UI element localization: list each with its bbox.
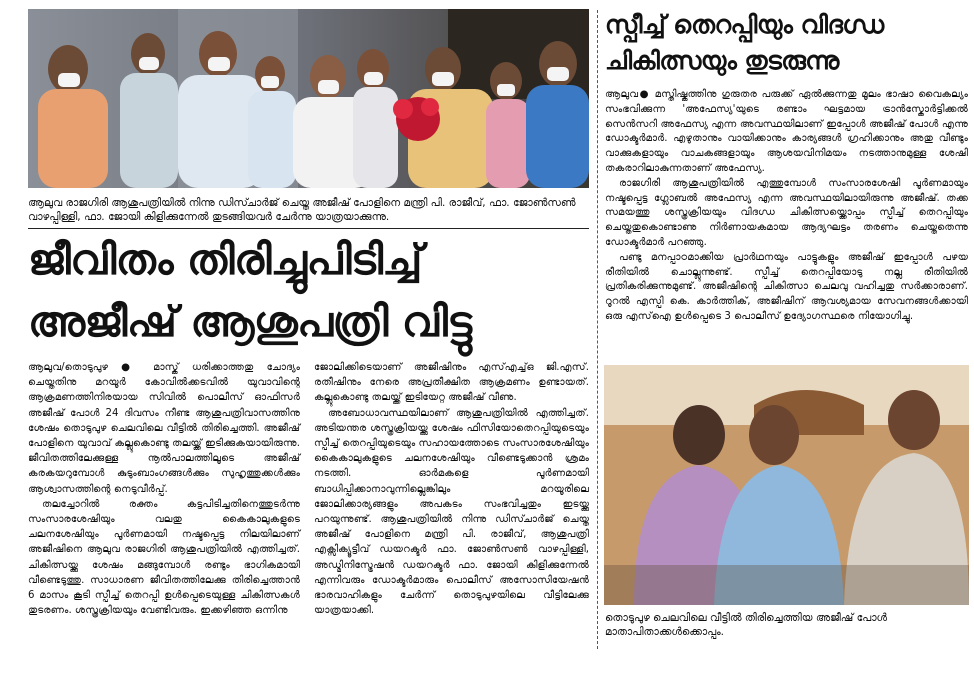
family-photo (604, 365, 969, 605)
side-headline-line2: ചികിത്സയും തുടരുന്നു (605, 46, 839, 75)
left-article-column-2 (314, 360, 589, 618)
right-article-body (605, 88, 968, 325)
main-headline-line2: അജീഷ് ആശുപത്രി വിട്ടു (28, 297, 472, 346)
left-col2-para-2: അബോധാവസ്ഥയിലാണ് ആശുപത്രിയിൽ എത്തിച്ചത്. അടിയന്തര ശസ്ത്രക്രിയയ്ക്കു ശേഷം ഫിസിയോതെറപ്പിയുടെയും സ്പീച്ച് തെറപ്പിയുടെയും സഹായത്തോടെ സംസാരശേഷിയും കൈകാലുകളുടെ ചലനശേഷിയും വീണ്ടെടുക്കാൻ ശ്രമം നടത്തി. ഓർമകളെ പൂർണമായി ബാധിപ്പിക്കാനാവുന്നില്ലെങ്കിലും മറയൂരിലെ ജോലിക്കാര്യങ്ങളും അപകടം സംഭവിച്ചതും ഇടയ്ക്കു പറയുന്നുണ്ട്. ആശുപത്രിയിൽ നിന്നു ഡിസ്ചാർജ് ചെയ്ത അജീഷ് പോളിനെ മന്ത്രി പി. രാജീവ്, ആശുപത്രി എക്സിക്യൂട്ടീവ് ഡയറക്ടർ ഫാ. ജോൺസൺ വാഴപ്പിള്ളി, അഡ്മിനിസ്ട്രേഷൻ ഡയറക്ടർ ഫാ. ജോയി കിളിക്കുന്നേൽ എന്നിവരും ഡോക്ടർമാരും പൊലീസ് അസോസിയേഷൻ ഭാരവാഹികളും ചേർന്ന് തൊടുപുഴയിലെ വീട്ടിലേക്കു യാത്രയാക്കി. (314, 407, 589, 617)
side-headline-line1: സ്പീച്ച് തെറപ്പിയും വിദഗ്ധ (605, 10, 884, 39)
column-divider (597, 10, 598, 649)
main-headline-line1: ജീവിതം തിരിച്ചുപിടിച്ച് (28, 235, 422, 284)
left-col1-para-2: തലച്ചോറിൽ രക്തം കട്ടപിടിച്ചതിനെത്തുടർന്നു സംസാരശേഷിയും വലതു കൈകാലുകളുടെ ചലനശേഷിയും പൂർണമായി നഷ്ടപ്പെട്ട നിലയിലാണ് അജീഷിനെ ആലുവ രാജഗിരി ആശുപത്രിയിൽ എത്തിച്ചത്. ചികിത്സയ്ക്കു ശേഷം മങ്ങുമ്പോൾ രണ്ടും ഭാഗികമായി വീണ്ടെടുത്തു. സാധാരണ ജീവിതത്തിലേക്കു തിരിച്ചെത്താൻ 6 മാസം കൂടി സ്പീച്ച് തെറപ്പി ഉൾപ്പെടെയുള്ള ചികിത്സകൾ തുടരണം. ശസ്ത്രക്രിയയും വേണ്ടിവരും. ഇക്കഴിഞ്ഞ ഒന്നിനു (28, 498, 300, 617)
left-col2-para-1: ജോലിക്കിടെയാണ് അജീഷിനും എസ്എച്ച്ഒ ജി.എസ്. രതീഷിനും നേരെ അപ്രതീക്ഷിത ആക്രമണം ഉണ്ടായത്. കല്ലുകൊണ്ടു തലയ്ക്ക് ഇടിയേറ്റ അജീഷ് വീണു. (314, 362, 589, 404)
group-photo-caption: ആലുവ രാജഗിരി ആശുപത്രിയിൽ നിന്നു ഡിസ്ചാർജ് ചെയ്ത അജീഷ് പോളിനെ മന്ത്രി പി. രാജീവ്, ഫാ. ജോൺസൺ വാഴപ്പിള്ളി, ഫാ. ജോയി കിളിക്കുന്നേൽ തുടങ്ങിയവർ ചേർന്നു യാത്രയാക്കുന്നു. (28, 197, 576, 223)
right-para-2: രാജഗിരി ആശുപത്രിയിൽ എത്തുമ്പോൾ സംസാരശേഷി പൂർണമായും നഷ്ടപ്പെട്ട ഗ്ലോബൽ അഫേസ്യ എന്ന അവസ്ഥയിലായിരുന്നു അജീഷ്. തക്ക സമയത്തു ശസ്ത്രക്രിയയും വിദഗ്ധ ചികിത്സയ്ക്കൊപ്പം സ്പീച്ച് തെറപ്പിയും ചെയ്തതുകൊണ്ടാണു നിർണായകമായ ആദ്യഘട്ടം തരണം ചെയ്തതെന്നു ഡോക്ടർമാർ പറഞ്ഞു. (605, 177, 968, 248)
group-photo (28, 9, 589, 188)
left-col1-para-1: ആലുവ/തൊടുപുഴ ● മാസ്ക് ധരിക്കാത്തതു ചോദ്യം ചെയ്തതിനു മറയൂർ കോവിൽക്കടവിൽ യുവാവിന്റെ ആക്രമണത്തിനിരയായ സിവിൽ പൊലീസ് ഓഫിസർ അജീഷ് പോൾ 24 ദിവസം നീണ്ട ആശുപത്രിവാസത്തിനു ശേഷം തൊടുപുഴ ചെലവിലെ വീട്ടിൽ തിരിച്ചെത്തി. അജീഷ് പോളിനെ യുവാവ് കല്ലുകൊണ്ടു തലയ്ക്ക് ഇടിക്കുകയായിരുന്നു. ജീവിതത്തിലേക്കുള്ള നൂൽപാലത്തിലൂടെ അജീഷ് കരകയറുമ്പോൾ കുടുംബാംഗങ്ങൾക്കും സുഹൃത്തുക്കൾക്കും ആശ്വാസത്തിന്റെ നെടുവീർപ്പ്. (28, 362, 300, 495)
right-para-3: പണ്ടു മനപ്പാഠമാക്കിയ പ്രാർഥനയും പാട്ടുകളും അജീഷ് ഇപ്പോൾ പഴയ രീതിയിൽ ചൊല്ലുന്നുണ്ട്. സ്പീച്ച് തെറപ്പിയോടു നല്ല രീതിയിൽ പ്രതികരിക്കുന്നുമുണ്ട്. അജീഷിന്റെ ചികിത്സാ ചെലവു വഹിച്ചതു സർക്കാരാണ്. റൂറൽ എസ്പി കെ. കാർത്തിക്, അജീഷിന് ആവശ്യമായ സേവനങ്ങൾക്കായി ഒരു എസ്ഐ ഉൾപ്പെടെ 3 പൊലീസ് ഉദ്യോഗസ്ഥരെ നിയോഗിച്ചു. (605, 251, 968, 322)
left-caption-rule (28, 228, 589, 229)
family-photo-caption: തൊടുപുഴ ചെലവിലെ വീട്ടിൽ തിരിച്ചെത്തിയ അജീഷ് പോൾ മാതാപിതാക്കൾക്കൊപ്പം. (605, 612, 888, 638)
left-article-column-1 (28, 360, 300, 618)
right-para-1: ആലുവ● മസ്തിഷ്കത്തിനു ഗുരുതര പരുക്ക് ഏൽക്കുന്നതു മൂലം ഭാഷാ വൈകല്യം സംഭവിക്കുന്ന 'അഫേസ്യ'യുടെ രണ്ടാം ഘട്ടമായ ട്രാൻസ്കോർട്ടിക്കൽ സെൻസറി അഫേസ്യ എന്ന അവസ്ഥയിലാണ് ഇപ്പോൾ അജീഷ് പോൾ എന്നു ഡോക്ടർമാർ. എഴുതാനും വായിക്കാനും കാര്യങ്ങൾ ഗ്രഹിക്കാനും അതു വീണ്ടും വാക്കുകളായും വാചകങ്ങളായും ആശയവിനിമയം നടത്താനുമുള്ള ശേഷി തകരാറിലാകുന്നതാണ് അഫേസ്യ. (605, 89, 968, 174)
